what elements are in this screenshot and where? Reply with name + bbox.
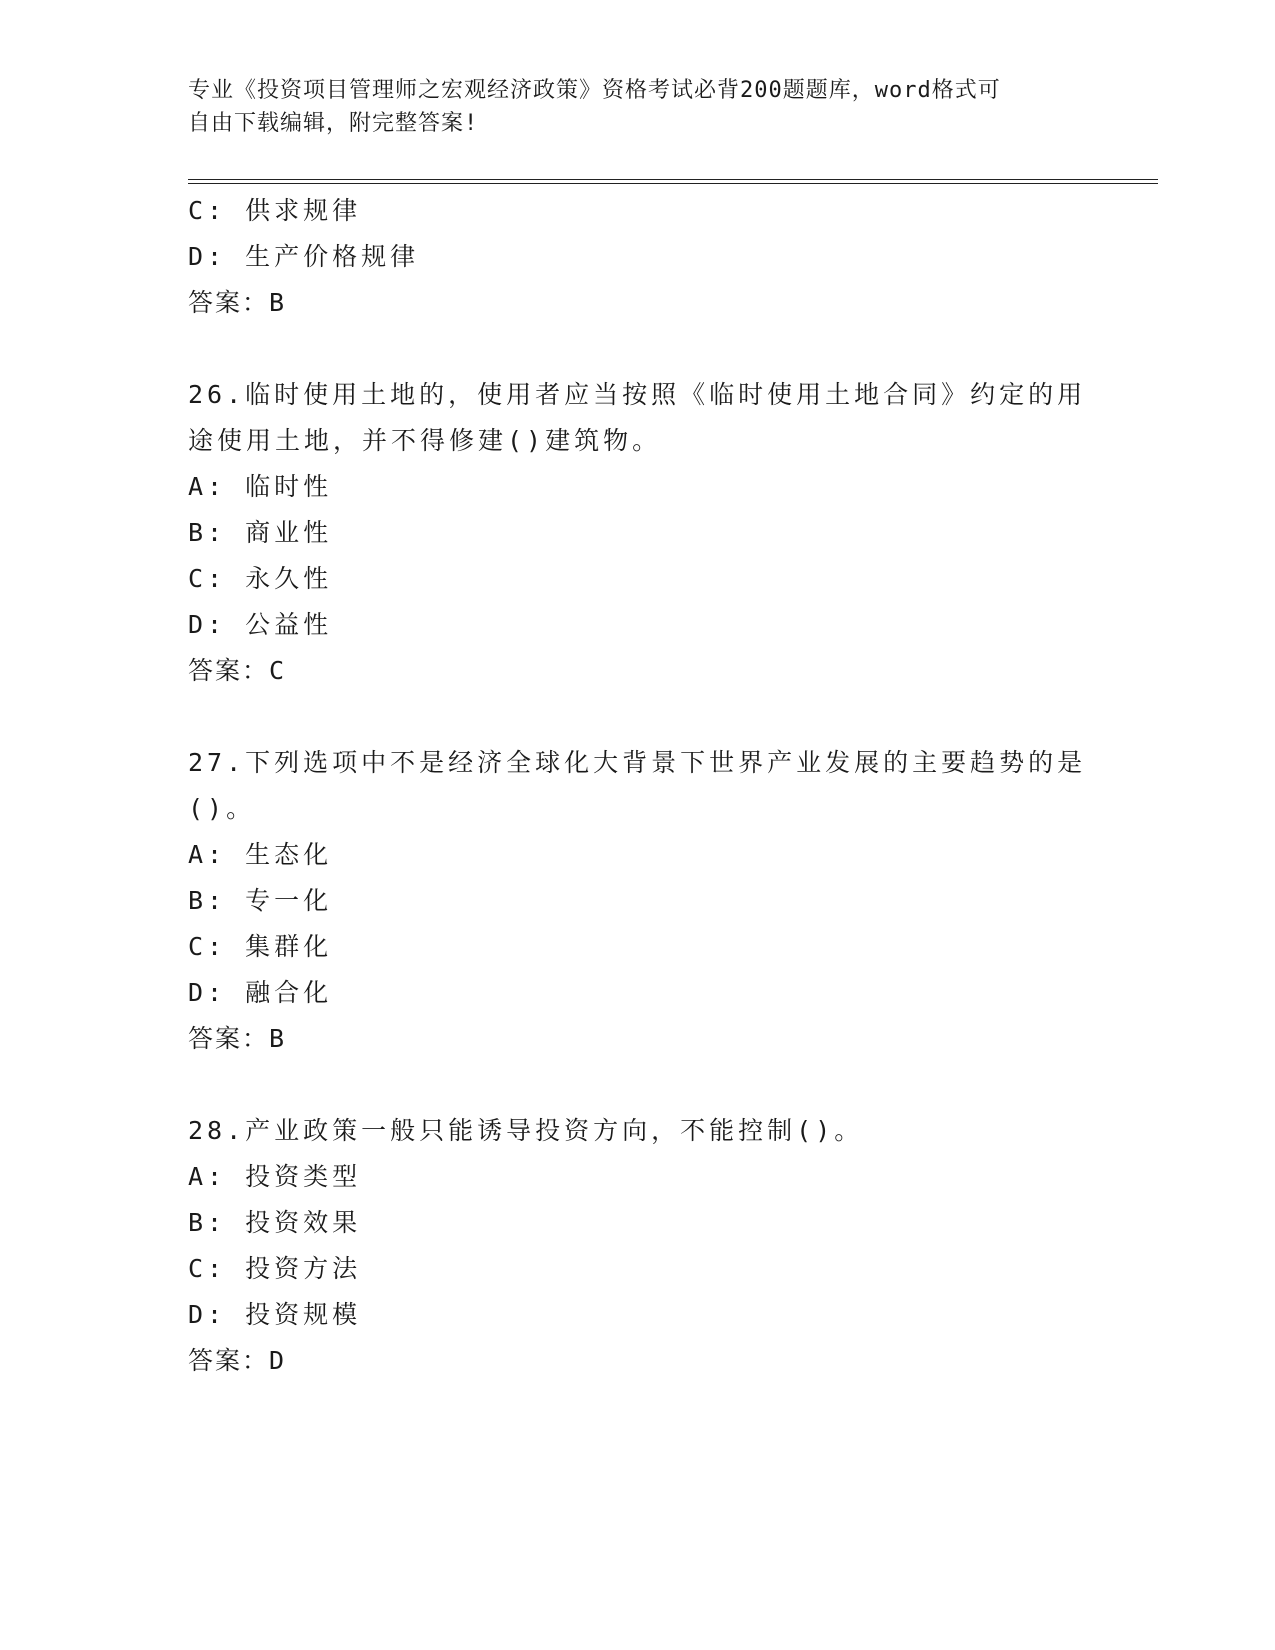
option-a: A: 临时性	[188, 472, 333, 501]
answer-line: 答案：B	[188, 1024, 287, 1053]
option-c: C: 供求规律	[188, 196, 362, 225]
option-a: A: 投资类型	[188, 1162, 362, 1191]
spacer	[188, 1062, 1088, 1108]
answer-line: 答案：D	[188, 1346, 287, 1375]
question-text-line: 途使用土地，并不得修建()建筑物。	[188, 426, 662, 455]
question-26	[188, 372, 1088, 694]
question-27	[188, 740, 1088, 1062]
option-d: D: 生产价格规律	[188, 242, 420, 271]
option-b: B: 投资效果	[188, 1208, 362, 1237]
header-line-1: 专业《投资项目管理师之宏观经济政策》资格考试必背200题题库，word格式可	[188, 78, 1001, 103]
option-a: A: 生态化	[188, 840, 333, 869]
option-d: D: 公益性	[188, 610, 333, 639]
option-d: D: 投资规模	[188, 1300, 362, 1329]
option-b: B: 商业性	[188, 518, 333, 547]
question-text-line: ()。	[188, 794, 256, 823]
previous-question-tail	[188, 188, 1088, 326]
option-b: B: 专一化	[188, 886, 333, 915]
option-c: C: 投资方法	[188, 1254, 362, 1283]
question-28	[188, 1108, 1088, 1384]
header-line-2: 自由下载编辑，附完整答案!	[188, 111, 479, 136]
header-divider-top	[188, 179, 1158, 180]
answer-line: 答案：B	[188, 288, 287, 317]
answer-line: 答案：C	[188, 656, 287, 685]
option-d: D: 融合化	[188, 978, 333, 1007]
question-text-line: 27.下列选项中不是经济全球化大背景下世界产业发展的主要趋势的是	[188, 748, 1087, 777]
option-c: C: 集群化	[188, 932, 333, 961]
spacer	[188, 326, 1088, 372]
question-list	[188, 188, 1088, 1384]
question-text-line: 26.临时使用土地的，使用者应当按照《临时使用土地合同》约定的用	[188, 380, 1087, 409]
page-header	[188, 74, 1068, 140]
question-text-line: 28.产业政策一般只能诱导投资方向，不能控制()。	[188, 1116, 864, 1145]
option-c: C: 永久性	[188, 564, 333, 593]
header-divider-bottom	[188, 183, 1158, 184]
spacer	[188, 694, 1088, 740]
